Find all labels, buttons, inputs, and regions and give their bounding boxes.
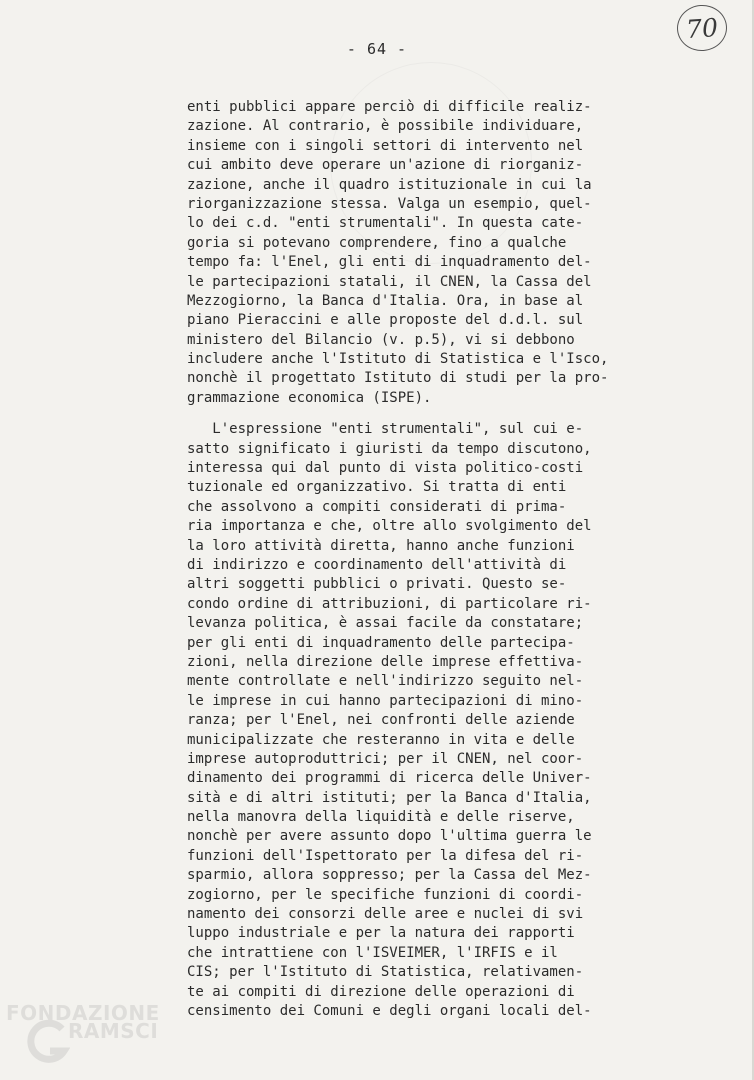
text-line: funzioni dell'Ispettorato per la difesa del ri- xyxy=(187,847,584,864)
text-line: nonchè il progettato Istituto di studi per la pro- xyxy=(187,370,609,387)
text-line: altri soggetti pubblici o privati. Questo se- xyxy=(187,576,567,593)
paragraph-gap xyxy=(187,408,637,420)
text-line: imprese autoproduttrici; per il CNEN, nel coor- xyxy=(187,750,584,767)
watermark-line-1: FONDAZIONE xyxy=(6,1001,160,1025)
text-line: enti pubblici appare perciò di difficile realiz- xyxy=(187,99,592,115)
text-line: includere anche l'Istituto di Statistica e l'Isco, xyxy=(187,351,609,368)
text-line: zazione. Al contrario, è possibile individuare, xyxy=(187,118,584,135)
text-line: municipalizzate che resteranno in vita e delle xyxy=(187,731,575,748)
text-line: tempo fa: l'Enel, gli enti di inquadramento del- xyxy=(187,254,592,271)
text-line: nonchè per avere assunto dopo l'ultima guerra le xyxy=(187,828,592,845)
paragraph-1 xyxy=(187,98,637,408)
text-line: sità e di altri istituti; per la Banca d'Italia, xyxy=(187,789,592,806)
text-line: namento dei consorzi delle aree e nuclei di svi xyxy=(187,906,584,923)
text-line: che assolvono a compiti considerati di prima- xyxy=(187,498,567,515)
text-line: zazione, anche il quadro istituzionale in cui la xyxy=(187,176,592,193)
text-line: di indirizzo e coordinamento dell'attività di xyxy=(187,556,567,573)
text-line: le imprese in cui hanno partecipazioni di mino- xyxy=(187,692,584,709)
gramsci-g-logo-icon xyxy=(26,1015,70,1071)
text-line: cui ambito deve operare un'azione di riorganiz- xyxy=(187,157,584,174)
text-line: ranza; per l'Enel, nei confronti delle aziende xyxy=(187,712,575,729)
page-number: - 64 - xyxy=(346,40,408,58)
text-line: goria si potevano comprendere, fino a qualche xyxy=(187,234,567,251)
text-line: le partecipazioni statali, il CNEN, la Cassa del xyxy=(187,273,592,290)
watermark-line-2: RAMSCI xyxy=(68,1019,159,1043)
text-line: che intrattiene con l'ISVEIMER, l'IRFIS e il xyxy=(187,944,558,961)
text-line: sparmio, allora soppresso; per la Cassa del Mez- xyxy=(187,867,592,884)
text-line: la loro attività diretta, hanno anche funzioni xyxy=(187,537,575,554)
text-line: zioni, nella direzione delle imprese effettiva- xyxy=(187,653,584,670)
text-line: nella manovra della liquidità e delle riserve, xyxy=(187,809,575,826)
paragraph-2 xyxy=(187,420,637,1021)
fondazione-gramsci-watermark xyxy=(0,995,200,1080)
text-line: zogiorno, per le specifiche funzioni di coordi- xyxy=(187,886,584,903)
text-line: censimento dei Comuni e degli organi locali del- xyxy=(187,1002,592,1019)
document-body xyxy=(187,98,637,1021)
text-line: luppo industriale e per la natura dei rapporti xyxy=(187,925,575,942)
text-line: satto significato i giuristi da tempo discutono, xyxy=(187,440,592,457)
text-line: dinamento dei programmi di ricerca delle Univer- xyxy=(187,770,592,787)
text-line: interessa qui dal punto di vista politico-costi xyxy=(187,460,584,477)
text-line: ria importanza e che, oltre allo svolgimento del xyxy=(187,518,592,535)
text-line: Mezzogiorno, la Banca d'Italia. Ora, in base al xyxy=(187,292,584,309)
text-line: grammazione economica (ISPE). xyxy=(187,389,432,406)
text-line: condo ordine di attribuzioni, di particolare ri- xyxy=(187,595,592,612)
text-line: te ai compiti di direzione delle operazioni di xyxy=(187,983,575,1000)
text-line: mente controllate e nell'indirizzo seguito nel- xyxy=(187,673,584,690)
text-line: levanza politica, è assai facile da constatare; xyxy=(187,615,584,632)
text-line: ministero del Bilancio (v. p.5), vi si debbono xyxy=(187,331,575,348)
text-line: L'espressione "enti strumentali", sul cui e- xyxy=(187,421,584,438)
text-line: tuzionale ed organizzativo. Si tratta di enti xyxy=(187,479,567,496)
text-line: riorganizzazione stessa. Valga un esempio, quel- xyxy=(187,195,592,212)
text-line: lo dei c.d. "enti strumentali". In questa cate- xyxy=(187,215,584,232)
text-line: CIS; per l'Istituto di Statistica, relativamen- xyxy=(187,964,584,981)
archive-number: 70 xyxy=(685,12,719,44)
text-line: insieme con i singoli settori di intervento nel xyxy=(187,137,584,154)
text-line: per gli enti di inquadramento delle partecipa- xyxy=(187,634,575,651)
text-line: piano Pieraccini e alle proposte del d.d.l. sul xyxy=(187,312,584,329)
